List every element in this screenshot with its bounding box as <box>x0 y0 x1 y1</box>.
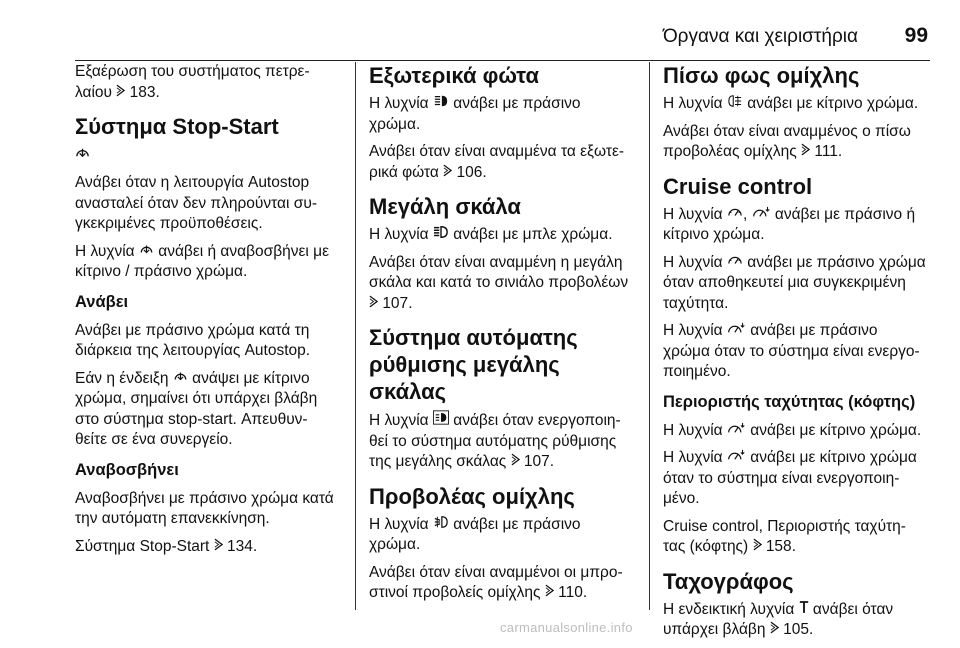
page-reference-arrow-icon <box>214 538 223 551</box>
autostop-icon <box>139 242 154 256</box>
paragraph-auto-high-beam-lamp: Η λυχνία ανάβει όταν ενεργοποιη- θεί το σύστημα αυτόματης ρύθμισης της μεγάλης σκάλας 107. <box>369 412 621 470</box>
heading-high-beam: Μεγάλη σκάλα <box>369 194 521 219</box>
paragraph-diesel-bleeding: Εξαέρωση του συστήματος πετρε- λαίου 183. <box>75 63 310 101</box>
cruise-control-icon <box>727 253 743 267</box>
page-title: Όργανα και χειριστήρια <box>662 26 858 47</box>
paragraph-exterior-on: Ανάβει όταν είναι αναμμένα τα εξωτε- ρικά φώτα 106. <box>369 143 625 181</box>
page-reference: 110 <box>558 584 583 601</box>
tachograph-icon <box>799 600 809 614</box>
paragraph-rear-fog-on: Ανάβει όταν είναι αναμμένος ο πίσω προβολέας ομίχλης 111. <box>663 122 911 160</box>
paragraph-green-autostop: Ανάβει με πράσινο χρώμα κατά τη διάρκεια της λειτουργίας Autostop. <box>75 321 311 359</box>
column-2 <box>369 62 639 611</box>
auto-high-beam-icon <box>433 410 449 425</box>
paragraph-yellow-fault: Εάν η ένδειξη ανάψει με κίτρινο χρώμα, σημαίνει ότι υπάρχει βλάβη στο σύστημα stop-start. Απευθυν- θείτε σε ένα συνεργείο. <box>75 369 318 448</box>
paragraph-fog-on: Ανάβει όταν είναι αναμμένοι οι μπρο- στινοί προβολείς ομίχλης 110. <box>369 563 623 601</box>
column-1 <box>75 62 343 564</box>
watermark: carmanualsonline.info <box>500 620 633 635</box>
paragraph-exterior-lamp: Η λυχνία ανάβει με πράσινο χρώμα. <box>369 95 581 133</box>
column-divider-2 <box>649 62 650 610</box>
heading-cruise-control: Cruise control <box>663 173 813 199</box>
page-reference-arrow-icon <box>753 538 762 551</box>
page-header <box>75 20 930 56</box>
rear-fog-icon <box>727 94 743 108</box>
paragraph-limiter-active: Η λυχνία ανάβει με κίτρινο χρώμα όταν το σύστημα είναι ενεργοποιη- μένο. <box>663 449 917 507</box>
page-reference: 158 <box>765 538 792 555</box>
paragraph-limiter-ref: Cruise control, Περιοριστής ταχύτη- τας (κόφτης) 158. <box>663 517 906 555</box>
front-fog-icon <box>433 515 449 529</box>
page-reference-arrow-icon <box>801 143 810 156</box>
page-reference: 105 <box>783 621 809 638</box>
page-number: 99 <box>904 24 928 47</box>
paragraph-cruise-active: Η λυχνία ανάβει με πράσινο χρώμα όταν το σύστημα είναι ενεργο- ποιημένο. <box>663 322 920 380</box>
heading-fog-lights: Προβολέας ομίχλης <box>369 483 575 509</box>
paragraph-limiter-lamp: Η λυχνία ανάβει με κίτρινο χρώμα. <box>663 421 922 439</box>
page-reference-arrow-icon <box>545 584 554 597</box>
paragraph-tachograph-lamp: Η ενδεικτική λυχνία ανάβει όταν υπάρχει βλάβη 105. <box>663 600 894 638</box>
stop-start-icon-line <box>75 145 343 166</box>
heading-tachograph: Ταχογράφος <box>663 568 794 594</box>
heading-speed-limiter: Περιοριστής ταχύτητας (κόφτης) <box>663 392 916 411</box>
heading-lights-up: Ανάβει <box>75 292 129 311</box>
speed-limiter-icon <box>727 448 746 462</box>
paragraph-autostop-suspended: Ανάβει όταν η λειτουργία Autostop ανασταλεί όταν δεν πληρούνται συ- γκεκριμένες προϋποθέσεις. <box>75 174 317 232</box>
page-reference: 106 <box>456 163 483 181</box>
speed-limiter-icon <box>727 421 746 435</box>
autostop-icon <box>75 145 90 160</box>
paragraph-high-beam-on: Ανάβει όταν είναι αναμμένη η μεγάλη σκάλα και κατά το σινιάλο προβολέων 107. <box>369 253 629 312</box>
paragraph-cruise-lamps: Η λυχνία , ανάβει με πράσινο ή κίτρινο χρώμα. <box>663 205 916 243</box>
paragraph-rear-fog-lamp: Η λυχνία ανάβει με κίτρινο χρώμα. <box>663 95 919 112</box>
paragraph-autostop-lamp: Η λυχνία ανάβει ή αναβοσβήνει με κίτρινο / πράσινο χρώμα. <box>75 242 329 280</box>
heading-stop-start: Σύστημα Stop-Start <box>75 114 279 139</box>
page-reference: 111 <box>814 143 838 160</box>
cruise-control-icon <box>727 205 743 219</box>
speed-limiter-icon <box>727 321 746 335</box>
header-rule <box>75 60 930 61</box>
heading-exterior-lights: Εξωτερικά φώτα <box>369 63 540 88</box>
page-reference: 107 <box>382 294 409 312</box>
column-divider-1 <box>355 62 356 610</box>
heading-rear-fog: Πίσω φως ομίχλης <box>663 63 860 88</box>
heading-auto-high-beam: Σύστημα αυτόματης ρύθμισης μεγάλης σκάλας <box>369 325 578 404</box>
paragraph-cruise-stored: Η λυχνία ανάβει με πράσινο χρώμα όταν αποθηκευτεί μια συγκεκριμένη ταχύτητα. <box>663 253 926 312</box>
speed-limiter-icon <box>752 205 771 219</box>
column-3 <box>663 62 938 648</box>
paragraph-fog-lamp: Η λυχνία ανάβει με πράσινο χρώμα. <box>369 515 581 553</box>
heading-flashes: Αναβοσβήνει <box>75 460 179 479</box>
autostop-icon <box>173 369 188 383</box>
paragraph-flashes-restart: Αναβοσβήνει με πράσινο χρώμα κατά την αυτόματη επανεκκίνηση. <box>75 489 334 527</box>
exterior-lights-icon <box>433 94 449 108</box>
page-reference-arrow-icon <box>443 164 452 177</box>
paragraph-stop-start-ref: Σύστημα Stop-Start 134. <box>75 537 258 555</box>
high-beam-icon <box>433 225 449 239</box>
page-reference: 183 <box>129 83 156 101</box>
page-reference-arrow-icon <box>770 621 779 634</box>
page-reference-arrow-icon <box>116 84 125 97</box>
page-reference: 134 <box>226 537 253 555</box>
page-reference-arrow-icon <box>369 295 378 308</box>
page-reference: 107 <box>523 453 550 470</box>
paragraph-high-beam-lamp: Η λυχνία ανάβει με μπλε χρώμα. <box>369 226 613 243</box>
page-reference-arrow-icon <box>511 453 520 466</box>
